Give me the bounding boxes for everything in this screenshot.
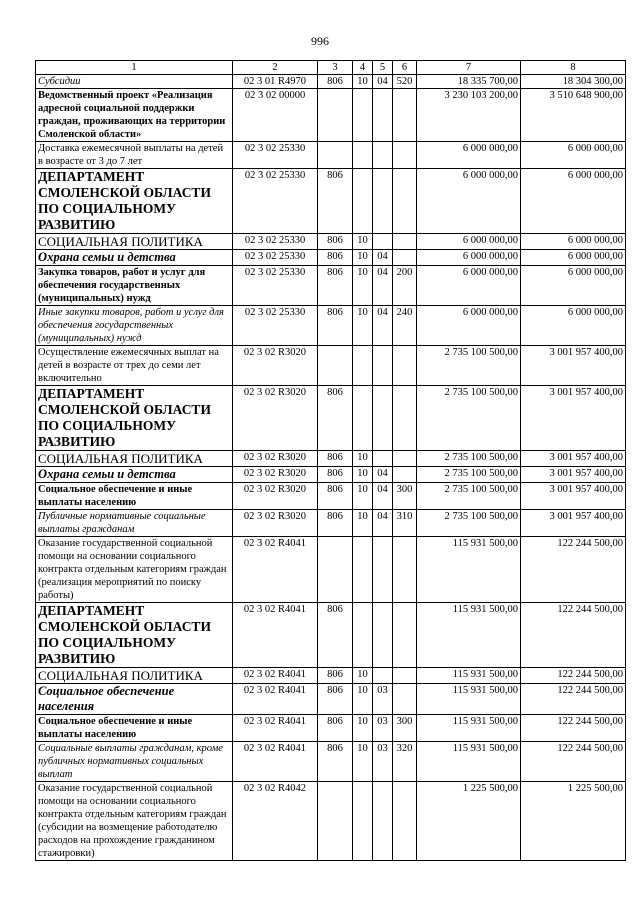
subsection-code-cell: 04: [373, 266, 393, 306]
amount-year2-cell: 6 000 000,00: [521, 169, 626, 234]
expense-type-cell: [393, 250, 417, 266]
expense-type-cell: 300: [393, 715, 417, 742]
table-row: [36, 250, 626, 266]
amount-year1-cell: 6 000 000,00: [417, 142, 521, 169]
amount-year1-cell: 2 735 100 500,00: [417, 483, 521, 510]
section-code-cell: 10: [353, 483, 373, 510]
department-code-cell: 806: [318, 603, 353, 668]
table-row: [36, 603, 626, 668]
expense-type-cell: [393, 537, 417, 603]
column-header: 8: [521, 61, 626, 75]
department-code-cell: 806: [318, 266, 353, 306]
row-name-cell: Социальное обеспечение и иные выплаты населению: [36, 715, 233, 742]
expense-type-cell: [393, 684, 417, 715]
budget-table: [35, 60, 626, 861]
target-code-cell: 02 3 02 R4041: [233, 537, 318, 603]
subsection-code-cell: 03: [373, 684, 393, 715]
subsection-code-cell: [373, 782, 393, 861]
amount-year2-cell: 3 001 957 400,00: [521, 386, 626, 451]
table-row: [36, 483, 626, 510]
expense-type-cell: [393, 234, 417, 250]
subsection-code-cell: 04: [373, 250, 393, 266]
subsection-code-cell: [373, 346, 393, 386]
subsection-code-cell: 04: [373, 510, 393, 537]
amount-year1-cell: 115 931 500,00: [417, 742, 521, 782]
amount-year2-cell: 3 001 957 400,00: [521, 346, 626, 386]
table-row: [36, 75, 626, 89]
amount-year2-cell: 3 001 957 400,00: [521, 510, 626, 537]
amount-year1-cell: 115 931 500,00: [417, 668, 521, 684]
section-code-cell: [353, 782, 373, 861]
department-code-cell: [318, 89, 353, 142]
row-name-cell: Социальное обеспечение и иные выплаты населению: [36, 483, 233, 510]
table-row: [36, 510, 626, 537]
department-code-cell: 806: [318, 715, 353, 742]
subsection-code-cell: [373, 169, 393, 234]
table-row: [36, 142, 626, 169]
target-code-cell: 02 3 02 00000: [233, 89, 318, 142]
amount-year1-cell: 3 230 103 200,00: [417, 89, 521, 142]
department-code-cell: 806: [318, 169, 353, 234]
target-code-cell: 02 3 02 R4041: [233, 668, 318, 684]
subsection-code-cell: [373, 142, 393, 169]
subsection-code-cell: 04: [373, 75, 393, 89]
amount-year2-cell: 3 001 957 400,00: [521, 467, 626, 483]
target-code-cell: 02 3 02 25330: [233, 266, 318, 306]
row-name-cell: СОЦИАЛЬНАЯ ПОЛИТИКА: [36, 234, 233, 250]
department-code-cell: 806: [318, 75, 353, 89]
expense-type-cell: [393, 668, 417, 684]
row-name-cell: Ведомственный проект «Реализация адресной социальной поддержки граждан, проживающих на территории Смоленской области»: [36, 89, 233, 142]
section-code-cell: 10: [353, 250, 373, 266]
department-code-cell: 806: [318, 386, 353, 451]
row-name-cell: Субсидии: [36, 75, 233, 89]
target-code-cell: 02 3 01 R4970: [233, 75, 318, 89]
amount-year1-cell: 115 931 500,00: [417, 715, 521, 742]
target-code-cell: 02 3 02 R3020: [233, 483, 318, 510]
subsection-code-cell: 04: [373, 483, 393, 510]
row-name-cell: ДЕПАРТАМЕНТ СМОЛЕНСКОЙ ОБЛАСТИ ПО СОЦИАЛЬНОМУ РАЗВИТИЮ: [36, 386, 233, 451]
amount-year2-cell: 3 510 648 900,00: [521, 89, 626, 142]
column-header: 3: [318, 61, 353, 75]
amount-year1-cell: 115 931 500,00: [417, 603, 521, 668]
section-code-cell: 10: [353, 234, 373, 250]
target-code-cell: 02 3 02 R3020: [233, 386, 318, 451]
section-code-cell: [353, 89, 373, 142]
column-header: 1: [36, 61, 233, 75]
target-code-cell: 02 3 02 25330: [233, 169, 318, 234]
row-name-cell: Оказание государственной социальной помощи на основании социального контракта отдельным категориям граждан (субсидии на возмещение работодателю расходов на прохождение гражданином стажировки): [36, 782, 233, 861]
amount-year2-cell: 6 000 000,00: [521, 306, 626, 346]
amount-year1-cell: 18 335 700,00: [417, 75, 521, 89]
section-code-cell: 10: [353, 467, 373, 483]
section-code-cell: [353, 346, 373, 386]
amount-year2-cell: 122 244 500,00: [521, 668, 626, 684]
amount-year1-cell: 2 735 100 500,00: [417, 386, 521, 451]
department-code-cell: 806: [318, 510, 353, 537]
target-code-cell: 02 3 02 25330: [233, 306, 318, 346]
table-row: [36, 742, 626, 782]
target-code-cell: 02 3 02 R4041: [233, 603, 318, 668]
table-row: [36, 451, 626, 467]
amount-year2-cell: 6 000 000,00: [521, 266, 626, 306]
row-name-cell: Иные закупки товаров, работ и услуг для обеспечения государственных (муниципальных) нужд: [36, 306, 233, 346]
expense-type-cell: [393, 142, 417, 169]
row-name-cell: Оказание государственной социальной помощи на основании социального контракта отдельным категориям граждан (реализация мероприятий по поиску работы): [36, 537, 233, 603]
column-header: 4: [353, 61, 373, 75]
department-code-cell: 806: [318, 306, 353, 346]
expense-type-cell: 200: [393, 266, 417, 306]
row-name-cell: ДЕПАРТАМЕНТ СМОЛЕНСКОЙ ОБЛАСТИ ПО СОЦИАЛЬНОМУ РАЗВИТИЮ: [36, 169, 233, 234]
row-name-cell: Осуществление ежемесячных выплат на детей в возрасте от трех до семи лет включительно: [36, 346, 233, 386]
department-code-cell: 806: [318, 684, 353, 715]
amount-year2-cell: 122 244 500,00: [521, 684, 626, 715]
target-code-cell: 02 3 02 R3020: [233, 451, 318, 467]
amount-year2-cell: 122 244 500,00: [521, 603, 626, 668]
department-code-cell: 806: [318, 234, 353, 250]
subsection-code-cell: 03: [373, 742, 393, 782]
expense-type-cell: 310: [393, 510, 417, 537]
row-name-cell: Социальное обеспечение населения: [36, 684, 233, 715]
section-code-cell: 10: [353, 510, 373, 537]
amount-year1-cell: 115 931 500,00: [417, 684, 521, 715]
amount-year2-cell: 122 244 500,00: [521, 715, 626, 742]
amount-year2-cell: 122 244 500,00: [521, 537, 626, 603]
table-row: [36, 266, 626, 306]
expense-type-cell: [393, 451, 417, 467]
target-code-cell: 02 3 02 R3020: [233, 467, 318, 483]
row-name-cell: Закупка товаров, работ и услуг для обеспечения государственных (муниципальных) нужд: [36, 266, 233, 306]
department-code-cell: 806: [318, 483, 353, 510]
row-name-cell: Доставка ежемесячной выплаты на детей в возрасте от 3 до 7 лет: [36, 142, 233, 169]
row-name-cell: Социальные выплаты гражданам, кроме публичных нормативных социальных выплат: [36, 742, 233, 782]
amount-year1-cell: 6 000 000,00: [417, 234, 521, 250]
amount-year2-cell: 6 000 000,00: [521, 250, 626, 266]
column-header: 6: [393, 61, 417, 75]
department-code-cell: 806: [318, 742, 353, 782]
page-number: 996: [311, 34, 329, 48]
department-code-cell: [318, 346, 353, 386]
expense-type-cell: 240: [393, 306, 417, 346]
table-row: [36, 537, 626, 603]
department-code-cell: [318, 537, 353, 603]
column-header: 5: [373, 61, 393, 75]
section-code-cell: 10: [353, 742, 373, 782]
subsection-code-cell: [373, 603, 393, 668]
amount-year1-cell: 2 735 100 500,00: [417, 346, 521, 386]
table-body: [36, 75, 626, 861]
section-code-cell: 10: [353, 715, 373, 742]
amount-year1-cell: 1 225 500,00: [417, 782, 521, 861]
amount-year2-cell: 6 000 000,00: [521, 234, 626, 250]
expense-type-cell: [393, 782, 417, 861]
subsection-code-cell: 03: [373, 715, 393, 742]
table-row: [36, 234, 626, 250]
subsection-code-cell: [373, 668, 393, 684]
department-code-cell: [318, 782, 353, 861]
amount-year2-cell: 18 304 300,00: [521, 75, 626, 89]
row-name-cell: СОЦИАЛЬНАЯ ПОЛИТИКА: [36, 451, 233, 467]
table-row: [36, 306, 626, 346]
row-name-cell: СОЦИАЛЬНАЯ ПОЛИТИКА: [36, 668, 233, 684]
target-code-cell: 02 3 02 R3020: [233, 346, 318, 386]
table-row: [36, 467, 626, 483]
section-code-cell: 10: [353, 306, 373, 346]
department-code-cell: 806: [318, 467, 353, 483]
table-row: [36, 169, 626, 234]
target-code-cell: 02 3 02 25330: [233, 234, 318, 250]
expense-type-cell: 520: [393, 75, 417, 89]
department-code-cell: 806: [318, 250, 353, 266]
amount-year1-cell: 6 000 000,00: [417, 169, 521, 234]
amount-year1-cell: 6 000 000,00: [417, 306, 521, 346]
amount-year1-cell: 2 735 100 500,00: [417, 451, 521, 467]
subsection-code-cell: 04: [373, 467, 393, 483]
table-row: [36, 89, 626, 142]
target-code-cell: 02 3 02 R4042: [233, 782, 318, 861]
section-code-cell: 10: [353, 266, 373, 306]
amount-year2-cell: 1 225 500,00: [521, 782, 626, 861]
subsection-code-cell: 04: [373, 306, 393, 346]
amount-year2-cell: 3 001 957 400,00: [521, 451, 626, 467]
target-code-cell: 02 3 02 R4041: [233, 684, 318, 715]
section-code-cell: [353, 142, 373, 169]
row-name-cell: Охрана семьи и детства: [36, 467, 233, 483]
expense-type-cell: [393, 89, 417, 142]
amount-year1-cell: 6 000 000,00: [417, 266, 521, 306]
target-code-cell: 02 3 02 R4041: [233, 715, 318, 742]
amount-year2-cell: 122 244 500,00: [521, 742, 626, 782]
expense-type-cell: [393, 169, 417, 234]
section-code-cell: [353, 537, 373, 603]
section-code-cell: [353, 386, 373, 451]
subsection-code-cell: [373, 537, 393, 603]
target-code-cell: 02 3 02 R3020: [233, 510, 318, 537]
expense-type-cell: [393, 346, 417, 386]
table-row: [36, 715, 626, 742]
row-name-cell: ДЕПАРТАМЕНТ СМОЛЕНСКОЙ ОБЛАСТИ ПО СОЦИАЛЬНОМУ РАЗВИТИЮ: [36, 603, 233, 668]
table-header-row: [36, 61, 626, 75]
amount-year1-cell: 6 000 000,00: [417, 250, 521, 266]
department-code-cell: [318, 142, 353, 169]
column-header: 7: [417, 61, 521, 75]
department-code-cell: 806: [318, 451, 353, 467]
row-name-cell: Охрана семьи и детства: [36, 250, 233, 266]
subsection-code-cell: [373, 386, 393, 451]
section-code-cell: 10: [353, 684, 373, 715]
column-header: 2: [233, 61, 318, 75]
expense-type-cell: [393, 467, 417, 483]
table-row: [36, 668, 626, 684]
section-code-cell: 10: [353, 75, 373, 89]
row-name-cell: Публичные нормативные социальные выплаты гражданам: [36, 510, 233, 537]
subsection-code-cell: [373, 89, 393, 142]
amount-year2-cell: 6 000 000,00: [521, 142, 626, 169]
table-row: [36, 346, 626, 386]
amount-year2-cell: 3 001 957 400,00: [521, 483, 626, 510]
table-row: [36, 684, 626, 715]
section-code-cell: 10: [353, 668, 373, 684]
table-row: [36, 386, 626, 451]
target-code-cell: 02 3 02 25330: [233, 250, 318, 266]
department-code-cell: 806: [318, 668, 353, 684]
amount-year1-cell: 115 931 500,00: [417, 537, 521, 603]
expense-type-cell: [393, 386, 417, 451]
section-code-cell: 10: [353, 451, 373, 467]
target-code-cell: 02 3 02 R4041: [233, 742, 318, 782]
section-code-cell: [353, 603, 373, 668]
subsection-code-cell: [373, 451, 393, 467]
amount-year1-cell: 2 735 100 500,00: [417, 510, 521, 537]
table-row: [36, 782, 626, 861]
target-code-cell: 02 3 02 25330: [233, 142, 318, 169]
expense-type-cell: 320: [393, 742, 417, 782]
subsection-code-cell: [373, 234, 393, 250]
expense-type-cell: 300: [393, 483, 417, 510]
amount-year1-cell: 2 735 100 500,00: [417, 467, 521, 483]
expense-type-cell: [393, 603, 417, 668]
section-code-cell: [353, 169, 373, 234]
